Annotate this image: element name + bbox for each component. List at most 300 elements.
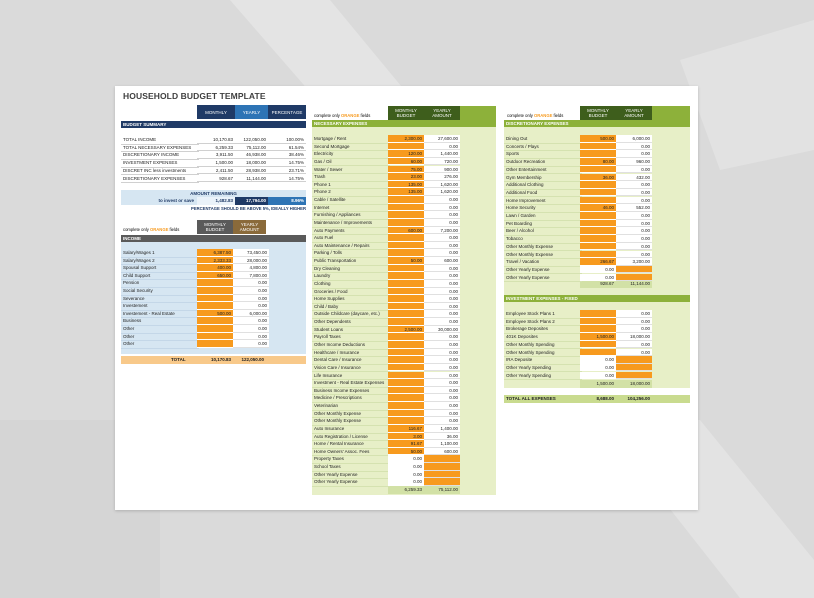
summary-row xyxy=(121,175,306,183)
row-label: Dental Care / Insurance xyxy=(312,356,390,365)
monthly-cell[interactable]: 80.00 xyxy=(580,158,616,166)
total-all-label: TOTAL ALL EXPENSES xyxy=(506,396,556,401)
yearly-cell[interactable]: 0.00 xyxy=(616,181,652,189)
row-label: 401K Deposites xyxy=(504,333,582,342)
table-row xyxy=(121,302,269,309)
table-row xyxy=(504,166,652,174)
yearly-cell[interactable]: 0.00 xyxy=(424,242,460,250)
row-label: Other xyxy=(121,340,199,349)
discretionary-total-monthly: 928.67 xyxy=(580,280,616,288)
yearly-cell[interactable]: 0.00 xyxy=(616,310,652,318)
table-row xyxy=(312,219,460,226)
yearly-cell[interactable] xyxy=(616,356,652,364)
monthly-cell[interactable] xyxy=(388,333,424,341)
monthly-cell[interactable] xyxy=(388,295,424,303)
monthly-cell[interactable]: 266.67 xyxy=(580,258,616,266)
discretionary-header-monthly: MONTHLY BUDGET xyxy=(580,106,616,120)
yearly-cell[interactable]: 0.00 xyxy=(233,340,269,348)
yearly-cell[interactable]: 0.00 xyxy=(233,302,269,310)
monthly-cell[interactable]: 500.00 xyxy=(580,135,616,143)
yearly-cell[interactable]: 0.00 xyxy=(424,394,460,402)
monthly-cell[interactable]: 0.00 xyxy=(388,463,424,471)
row-label: Concerts / Plays xyxy=(504,143,582,152)
table-row xyxy=(504,349,652,357)
monthly-cell[interactable] xyxy=(388,249,424,257)
summary-monthly-cell: 3,911.50 xyxy=(197,151,235,159)
monthly-cell[interactable]: 91.67 xyxy=(388,440,424,448)
monthly-cell[interactable] xyxy=(580,251,616,259)
summary-yearly-cell: 28,938.00 xyxy=(235,167,268,175)
income-header-monthly: MONTHLY BUDGET xyxy=(197,220,233,234)
table-row xyxy=(121,272,269,279)
monthly-cell[interactable] xyxy=(580,189,616,197)
monthly-cell[interactable]: 0.00 xyxy=(580,364,616,372)
yearly-cell[interactable]: 0.00 xyxy=(233,287,269,295)
monthly-cell[interactable]: 0.00 xyxy=(388,455,424,463)
monthly-cell[interactable]: 135.00 xyxy=(388,188,424,196)
row-label: Business Income Expenses xyxy=(312,387,390,396)
yearly-cell[interactable]: 1,400.00 xyxy=(424,425,460,433)
yearly-cell[interactable] xyxy=(424,471,460,479)
monthly-cell[interactable] xyxy=(580,212,616,220)
table-row xyxy=(312,150,460,157)
table-row xyxy=(504,266,652,274)
summary-yearly-cell: 46,938.00 xyxy=(235,151,268,159)
monthly-cell[interactable] xyxy=(580,349,616,357)
page-title: HOUSEHOLD BUDGET TEMPLATE xyxy=(123,91,266,101)
yearly-cell[interactable]: 0.00 xyxy=(424,204,460,212)
monthly-cell[interactable] xyxy=(580,227,616,235)
row-label: Second Mortgage xyxy=(312,143,390,152)
yearly-cell[interactable]: 28,000.00 xyxy=(233,257,269,265)
monthly-cell[interactable] xyxy=(388,211,424,219)
yearly-cell[interactable]: 0.00 xyxy=(424,280,460,288)
yearly-cell[interactable] xyxy=(616,266,652,274)
table-row xyxy=(121,249,269,256)
yearly-cell[interactable]: 1,100.00 xyxy=(424,440,460,448)
row-label: Home Improvement xyxy=(504,197,582,206)
table-row xyxy=(504,274,652,282)
table-row xyxy=(312,257,460,264)
yearly-cell[interactable] xyxy=(424,478,460,486)
monthly-cell[interactable] xyxy=(580,310,616,318)
table-row xyxy=(504,143,652,151)
monthly-cell[interactable]: 0.00 xyxy=(388,471,424,479)
yearly-cell[interactable]: 0.00 xyxy=(424,402,460,410)
monthly-cell[interactable] xyxy=(388,234,424,242)
row-label: Outside Childcare (daycare, etc.) xyxy=(312,310,390,319)
table-row xyxy=(312,364,460,371)
yearly-cell[interactable]: 0.00 xyxy=(424,249,460,257)
summary-pct-cell: 14.75% xyxy=(268,159,306,167)
investment-section-label: INVESTMENT EXPENSES - FIXED xyxy=(504,295,690,302)
table-row xyxy=(121,325,269,332)
summary-yearly-cell: 75,112.00 xyxy=(235,144,268,152)
yearly-cell[interactable]: 600.00 xyxy=(424,448,460,456)
monthly-cell[interactable]: 36.00 xyxy=(580,174,616,182)
monthly-cell[interactable]: 1,500.00 xyxy=(580,333,616,341)
yearly-cell[interactable]: 0.00 xyxy=(233,325,269,333)
row-label: Other Yearly Expense xyxy=(312,478,390,487)
summary-pct-cell: 14.75% xyxy=(268,175,306,183)
yearly-cell[interactable]: 276.00 xyxy=(424,173,460,181)
monthly-cell[interactable] xyxy=(388,410,424,418)
row-label: Dry Cleaning xyxy=(312,265,390,274)
row-label: Home Supplies xyxy=(312,295,390,304)
row-label: Mortgage / Rent xyxy=(312,135,390,144)
monthly-cell[interactable]: 50.00 xyxy=(388,257,424,265)
row-label: Social Security xyxy=(121,287,199,296)
row-label: Other Yearly Expense xyxy=(312,471,390,480)
row-label: Medicine / Prescriptions xyxy=(312,394,390,403)
yearly-cell[interactable]: 73,450.00 xyxy=(233,249,269,257)
monthly-cell[interactable]: 2,500.00 xyxy=(388,326,424,334)
monthly-cell[interactable]: 135.00 xyxy=(388,181,424,189)
monthly-cell[interactable] xyxy=(580,197,616,205)
monthly-cell[interactable] xyxy=(388,372,424,380)
yearly-cell[interactable]: 0.00 xyxy=(616,243,652,251)
yearly-cell[interactable]: 0.00 xyxy=(616,189,652,197)
row-label: Water / Sewer xyxy=(312,166,390,175)
yearly-cell[interactable]: 0.00 xyxy=(233,333,269,341)
table-row xyxy=(504,227,652,235)
table-row xyxy=(312,394,460,401)
yearly-cell[interactable]: 0.00 xyxy=(616,227,652,235)
yearly-cell[interactable]: 600.00 xyxy=(424,257,460,265)
row-label: Travel / Vacation xyxy=(504,258,582,267)
yearly-cell[interactable]: 0.00 xyxy=(233,295,269,303)
table-row xyxy=(312,471,460,478)
yearly-cell[interactable]: 0.00 xyxy=(424,288,460,296)
monthly-cell[interactable] xyxy=(388,219,424,227)
monthly-cell[interactable]: 600.00 xyxy=(388,227,424,235)
monthly-cell[interactable]: 6,387.50 xyxy=(197,249,233,257)
amount-remaining-label: AMOUNT REMAINING xyxy=(121,190,306,197)
table-row xyxy=(504,251,652,259)
row-label: Cable / Satellite xyxy=(312,196,390,205)
yearly-cell[interactable]: 0.00 xyxy=(424,265,460,273)
monthly-cell[interactable] xyxy=(388,265,424,273)
monthly-cell[interactable] xyxy=(197,279,233,287)
table-row xyxy=(121,340,269,347)
monthly-cell[interactable]: 0.00 xyxy=(388,478,424,486)
row-label: Other Dependents xyxy=(312,318,390,327)
monthly-cell[interactable]: 120.00 xyxy=(388,150,424,158)
monthly-cell[interactable] xyxy=(197,333,233,341)
yearly-cell[interactable]: 18,000.00 xyxy=(616,333,652,341)
table-row xyxy=(312,158,460,165)
table-row xyxy=(504,235,652,243)
monthly-cell[interactable] xyxy=(388,364,424,372)
table-row xyxy=(312,188,460,195)
monthly-cell[interactable] xyxy=(388,379,424,387)
income-header-yearly: YEARLY AMOUNT xyxy=(233,220,266,234)
yearly-cell[interactable]: 0.00 xyxy=(424,379,460,387)
yearly-cell[interactable]: 0.00 xyxy=(616,166,652,174)
row-label: Other Monthly Expense xyxy=(312,417,390,426)
yearly-cell[interactable]: 0.00 xyxy=(424,295,460,303)
yearly-cell[interactable]: 0.00 xyxy=(233,279,269,287)
table-row xyxy=(312,227,460,234)
table-row xyxy=(121,295,269,302)
monthly-cell[interactable]: 0.00 xyxy=(580,372,616,380)
table-row xyxy=(312,288,460,295)
table-row xyxy=(312,280,460,287)
table-row xyxy=(312,234,460,241)
monthly-cell[interactable] xyxy=(388,272,424,280)
row-label: Additional Food xyxy=(504,189,582,198)
yearly-cell[interactable]: 0.00 xyxy=(424,349,460,357)
investment-total-row xyxy=(504,380,690,388)
monthly-cell[interactable] xyxy=(197,325,233,333)
table-row xyxy=(312,440,460,447)
income-section-label: INCOME xyxy=(121,235,306,242)
summary-row xyxy=(121,151,306,159)
monthly-cell[interactable] xyxy=(388,303,424,311)
yearly-cell[interactable]: 0.00 xyxy=(424,387,460,395)
yearly-cell[interactable]: 7,200.00 xyxy=(424,227,460,235)
row-label: Other xyxy=(121,333,199,342)
monthly-cell[interactable] xyxy=(580,325,616,333)
yearly-cell[interactable]: 0.00 xyxy=(616,150,652,158)
yearly-cell[interactable]: 552.00 xyxy=(616,204,652,212)
yearly-cell[interactable]: 6,000.00 xyxy=(616,135,652,143)
monthly-cell[interactable] xyxy=(388,196,424,204)
table-row xyxy=(312,181,460,188)
yearly-cell[interactable]: 0.00 xyxy=(616,220,652,228)
monthly-cell[interactable]: 500.00 xyxy=(197,310,233,318)
percentage-note: PERCENTAGE SHOULD BE ABOVE 5%, IDEALLY HIGHER xyxy=(191,206,306,211)
table-row xyxy=(504,158,652,166)
yearly-cell[interactable]: 0.00 xyxy=(424,318,460,326)
yearly-cell[interactable]: 0.00 xyxy=(616,318,652,326)
row-label: Payroll Taxes xyxy=(312,333,390,342)
table-row xyxy=(312,387,460,394)
row-label: Furnishing / Appliances xyxy=(312,211,390,220)
monthly-cell[interactable]: 23.00 xyxy=(388,173,424,181)
table-row xyxy=(312,333,460,340)
summary-pct-cell: 100.00% xyxy=(268,136,306,144)
row-label: Internet xyxy=(312,204,390,213)
yearly-cell[interactable] xyxy=(616,364,652,372)
table-row xyxy=(504,325,652,333)
yearly-cell[interactable]: 0.00 xyxy=(424,372,460,380)
row-label: Salary/Wages 1 xyxy=(121,249,199,258)
table-row xyxy=(121,333,269,340)
table-row xyxy=(312,448,460,455)
row-label: Sports xyxy=(504,150,582,159)
yearly-cell[interactable]: 0.00 xyxy=(616,325,652,333)
necessary-header-monthly: MONTHLY BUDGET xyxy=(388,106,424,120)
yearly-cell[interactable]: 960.00 xyxy=(616,158,652,166)
monthly-cell[interactable] xyxy=(197,302,233,310)
monthly-cell[interactable] xyxy=(388,387,424,395)
summary-row xyxy=(121,167,306,175)
yearly-cell[interactable]: 1,620.00 xyxy=(424,181,460,189)
yearly-cell[interactable]: 1,620.00 xyxy=(424,188,460,196)
yearly-cell[interactable]: 30,000.00 xyxy=(424,326,460,334)
row-label: Employee Stock Plans 2 xyxy=(504,318,582,327)
table-row xyxy=(312,310,460,317)
row-label: Outdoor Recreation xyxy=(504,158,582,167)
yearly-cell[interactable] xyxy=(616,274,652,282)
row-label: Other Yearly Expense xyxy=(504,266,582,275)
table-row xyxy=(121,310,269,317)
yearly-cell[interactable]: 0.00 xyxy=(424,234,460,242)
monthly-cell[interactable] xyxy=(388,204,424,212)
monthly-cell[interactable] xyxy=(388,280,424,288)
monthly-cell[interactable] xyxy=(197,287,233,295)
yearly-cell[interactable]: 3,200.00 xyxy=(616,258,652,266)
monthly-cell[interactable]: 650.00 xyxy=(197,272,233,280)
monthly-cell[interactable]: 116.67 xyxy=(388,425,424,433)
yearly-cell[interactable]: 36.00 xyxy=(424,433,460,441)
yearly-cell[interactable]: 720.00 xyxy=(424,158,460,166)
row-label: IRA Deposite xyxy=(504,356,582,365)
monthly-cell[interactable] xyxy=(388,318,424,326)
monthly-cell[interactable]: 2,333.33 xyxy=(197,257,233,265)
yearly-cell[interactable]: 4,800.00 xyxy=(233,264,269,272)
row-label: Other Monthly Expense xyxy=(504,251,582,260)
table-row xyxy=(312,410,460,417)
row-label: Student Loans xyxy=(312,326,390,335)
yearly-cell[interactable]: 0.00 xyxy=(424,364,460,372)
yearly-cell[interactable]: 0.00 xyxy=(616,143,652,151)
table-row xyxy=(312,349,460,356)
yearly-cell[interactable]: 0.00 xyxy=(616,235,652,243)
discretionary-header-accent xyxy=(652,106,690,120)
row-label: Other Monthly Expense xyxy=(504,243,582,252)
summary-row xyxy=(121,144,306,152)
row-label: Spousal Support xyxy=(121,264,199,273)
invest-yearly: 17,794.00 xyxy=(235,197,268,205)
monthly-cell[interactable] xyxy=(580,143,616,151)
yearly-cell[interactable]: 432.00 xyxy=(616,174,652,182)
table-row xyxy=(312,173,460,180)
monthly-cell[interactable] xyxy=(388,242,424,250)
table-row xyxy=(504,189,652,197)
monthly-cell[interactable] xyxy=(197,340,233,348)
table-row xyxy=(504,372,652,380)
yearly-cell[interactable]: 0.00 xyxy=(233,317,269,325)
monthly-cell[interactable] xyxy=(580,235,616,243)
table-row xyxy=(312,417,460,424)
monthly-cell[interactable] xyxy=(388,417,424,425)
yearly-cell[interactable]: 0.00 xyxy=(424,143,460,151)
monthly-cell[interactable] xyxy=(388,143,424,151)
yearly-cell[interactable]: 27,600.00 xyxy=(424,135,460,143)
row-label: Parking / Tolls xyxy=(312,249,390,258)
table-row xyxy=(312,318,460,325)
yearly-cell[interactable]: 0.00 xyxy=(424,219,460,227)
table-row xyxy=(312,272,460,279)
monthly-cell[interactable] xyxy=(388,310,424,318)
monthly-cell[interactable]: 60.00 xyxy=(388,158,424,166)
summary-monthly-cell: 6,259.33 xyxy=(197,144,235,152)
yearly-cell[interactable]: 0.00 xyxy=(424,333,460,341)
monthly-cell[interactable]: 0.00 xyxy=(580,274,616,282)
necessary-header-accent xyxy=(460,106,496,120)
row-label: Clothing xyxy=(312,280,390,289)
summary-label-cell: DISCRETIONARY EXPENSES xyxy=(121,175,199,184)
monthly-cell[interactable] xyxy=(388,402,424,410)
monthly-cell[interactable]: 2,300.00 xyxy=(388,135,424,143)
yearly-cell[interactable] xyxy=(616,372,652,380)
monthly-cell[interactable]: 46.00 xyxy=(580,204,616,212)
monthly-cell[interactable] xyxy=(388,356,424,364)
monthly-cell[interactable] xyxy=(388,341,424,349)
monthly-cell[interactable] xyxy=(388,394,424,402)
yearly-cell[interactable]: 0.00 xyxy=(616,251,652,259)
monthly-cell[interactable]: 50.00 xyxy=(388,448,424,456)
yearly-cell[interactable]: 1,440.00 xyxy=(424,150,460,158)
monthly-cell[interactable] xyxy=(580,243,616,251)
monthly-cell[interactable]: 400.00 xyxy=(197,264,233,272)
summary-section-label: BUDGET SUMMARY xyxy=(121,121,306,128)
monthly-cell[interactable]: 75.00 xyxy=(388,166,424,174)
total-all-expenses-row xyxy=(504,395,690,403)
yearly-cell[interactable] xyxy=(424,463,460,471)
yearly-cell[interactable]: 7,800.00 xyxy=(233,272,269,280)
monthly-cell[interactable] xyxy=(197,317,233,325)
monthly-cell[interactable] xyxy=(388,349,424,357)
monthly-cell[interactable] xyxy=(580,181,616,189)
yearly-cell[interactable]: 0.00 xyxy=(424,410,460,418)
monthly-cell[interactable] xyxy=(388,288,424,296)
row-label: Phone 1 xyxy=(312,181,390,190)
yearly-cell[interactable]: 0.00 xyxy=(424,417,460,425)
monthly-cell[interactable]: 3.00 xyxy=(388,433,424,441)
yearly-cell[interactable]: 0.00 xyxy=(616,197,652,205)
yearly-cell[interactable]: 0.00 xyxy=(616,341,652,349)
monthly-cell[interactable] xyxy=(580,150,616,158)
yearly-cell[interactable]: 0.00 xyxy=(424,272,460,280)
row-label: Groceries / Food xyxy=(312,288,390,297)
table-row xyxy=(504,220,652,228)
table-row xyxy=(312,242,460,249)
yearly-cell[interactable]: 6,000.00 xyxy=(233,310,269,318)
table-row xyxy=(312,135,460,142)
yearly-cell[interactable]: 0.00 xyxy=(424,211,460,219)
yearly-cell[interactable]: 0.00 xyxy=(424,341,460,349)
row-label: Lawn / Garden xyxy=(504,212,582,221)
summary-monthly-cell: 10,170.83 xyxy=(197,136,235,144)
row-label: Beer / Alcohol xyxy=(504,227,582,236)
yearly-cell[interactable]: 0.00 xyxy=(424,303,460,311)
summary-row xyxy=(121,136,306,144)
table-row xyxy=(312,433,460,440)
monthly-cell[interactable] xyxy=(580,341,616,349)
row-label: Auto Maintenance / Repairs xyxy=(312,242,390,251)
yearly-cell[interactable]: 0.00 xyxy=(424,196,460,204)
monthly-cell[interactable] xyxy=(580,166,616,174)
yearly-cell[interactable] xyxy=(424,455,460,463)
monthly-cell[interactable]: 0.00 xyxy=(580,356,616,364)
yearly-cell[interactable]: 900.00 xyxy=(424,166,460,174)
monthly-cell[interactable]: 0.00 xyxy=(580,266,616,274)
monthly-cell[interactable] xyxy=(197,295,233,303)
yearly-cell[interactable]: 0.00 xyxy=(616,349,652,357)
yearly-cell[interactable]: 0.00 xyxy=(616,212,652,220)
monthly-cell[interactable] xyxy=(580,220,616,228)
necessary-header-yearly: YEARLY AMOUNT xyxy=(424,106,460,120)
monthly-cell[interactable] xyxy=(580,318,616,326)
yearly-cell[interactable]: 0.00 xyxy=(424,356,460,364)
row-label: Severance xyxy=(121,295,199,304)
summary-yearly-cell: 18,000.00 xyxy=(235,159,268,167)
yearly-cell[interactable]: 0.00 xyxy=(424,310,460,318)
table-row xyxy=(312,143,460,150)
